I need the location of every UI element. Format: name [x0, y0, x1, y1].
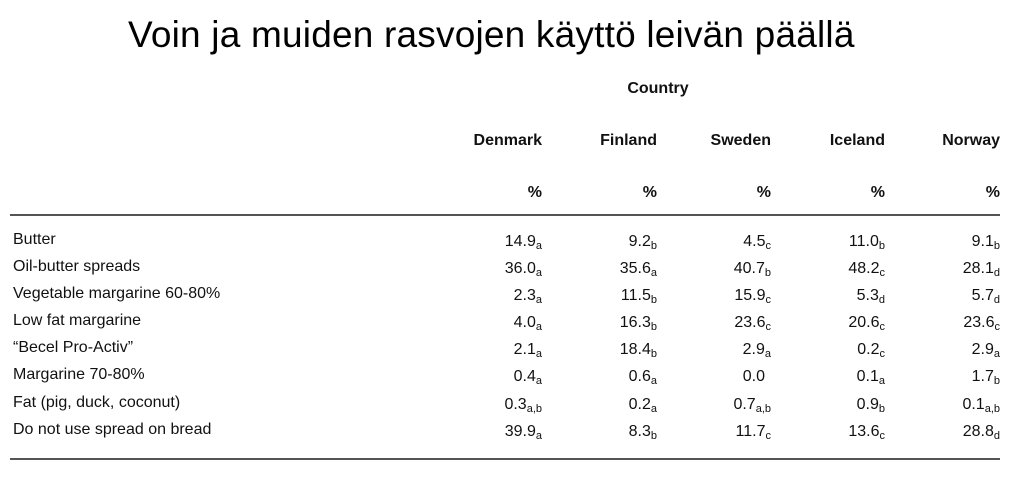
cell-value: 23.6	[963, 314, 995, 331]
table-cell	[629, 396, 657, 414]
table-cell	[848, 314, 885, 332]
cell-significance-letter: c	[879, 267, 885, 279]
table-cell	[963, 260, 1000, 278]
column-header-sweden: Sweden	[710, 132, 771, 149]
table-cell	[857, 287, 885, 305]
cell-value: 11.7	[735, 423, 766, 440]
table-cell	[514, 287, 542, 305]
cell-significance-letter: c	[879, 430, 885, 442]
cell-significance-letter: b	[650, 321, 657, 333]
cell-value: 0.3	[504, 396, 527, 413]
cell-value: 35.6	[619, 260, 651, 277]
cell-significance-letter: b	[878, 240, 885, 252]
cell-significance-letter: b	[650, 348, 657, 360]
cell-significance-letter: a	[535, 267, 542, 279]
cell-value: 0.7	[733, 396, 756, 413]
cell-value: 2.1	[513, 341, 536, 358]
table-cell	[743, 233, 771, 251]
cell-significance-letter: c	[765, 321, 771, 333]
country-group-header: Country	[627, 80, 689, 97]
cell-value: 0.2	[628, 396, 651, 413]
table-cell	[504, 396, 542, 414]
table-cell	[629, 233, 657, 251]
cell-significance-letter: c	[765, 430, 771, 442]
cell-value: 36.0	[504, 260, 536, 277]
cell-value: 0.1	[962, 396, 985, 413]
column-header-iceland: Iceland	[829, 132, 885, 149]
cell-value: 9.2	[628, 233, 651, 250]
row-label: “Becel Pro-Activ”	[13, 339, 134, 356]
cell-value: 8.3	[628, 423, 651, 440]
cell-value: 0.4	[513, 368, 536, 385]
table-cell	[514, 314, 542, 332]
footer-rule	[10, 458, 1000, 460]
cell-value: 5.3	[856, 287, 879, 304]
table-cell	[962, 396, 1000, 414]
cell-value: 9.1	[971, 233, 994, 250]
cell-value: 0.9	[856, 396, 879, 413]
cell-significance-letter: d	[993, 267, 1000, 279]
cell-significance-letter: a	[650, 267, 657, 279]
table-cell	[505, 260, 542, 278]
cell-significance-letter: a	[535, 321, 542, 333]
row-label: Margarine 70-80%	[13, 366, 145, 383]
cell-value: 13.6	[848, 423, 880, 440]
cell-value: 15.9	[734, 287, 766, 304]
table-cell	[857, 341, 885, 359]
cell-value: 0.6	[628, 368, 651, 385]
cell-value: 4.5	[743, 233, 766, 250]
cell-value: 1.7	[971, 368, 994, 385]
cell-value: 23.6	[734, 314, 766, 331]
cell-value: 16.3	[619, 314, 651, 331]
row-label: Fat (pig, duck, coconut)	[13, 394, 181, 411]
cell-significance-letter: a	[535, 240, 542, 252]
unit-label: %	[756, 184, 771, 201]
cell-value: 0.0	[742, 368, 765, 385]
cell-significance-letter: a	[764, 348, 771, 360]
unit-label: %	[642, 184, 657, 201]
cell-value: 5.7	[971, 287, 994, 304]
cell-value: 28.8	[962, 423, 994, 440]
table-cell	[857, 368, 885, 386]
cell-significance-letter: a	[535, 375, 542, 387]
unit-label: %	[870, 184, 885, 201]
cell-value: 11.5	[620, 287, 651, 304]
cell-value: 2.3	[513, 287, 536, 304]
table-cell	[514, 341, 542, 359]
cell-value: 48.2	[848, 260, 880, 277]
column-header-finland: Finland	[600, 132, 657, 149]
table-cell	[972, 341, 1000, 359]
table-cell	[972, 233, 1000, 251]
cell-value: 28.1	[962, 260, 994, 277]
cell-value: 4.0	[513, 314, 536, 331]
table-cell	[963, 423, 1000, 441]
row-label: Vegetable margarine 60-80%	[13, 285, 221, 302]
cell-significance-letter: b	[764, 267, 771, 279]
cell-significance-letter: b	[650, 240, 657, 252]
table-cell	[620, 341, 657, 359]
cell-value: 39.9	[504, 423, 536, 440]
table-cell	[505, 233, 542, 251]
table-cell	[963, 314, 1000, 332]
table-cell	[733, 396, 771, 414]
table-cell	[972, 287, 1000, 305]
table-cell	[734, 314, 771, 332]
cell-value: 2.9	[742, 341, 765, 358]
cell-significance-letter: c	[879, 348, 885, 360]
table-cell	[505, 423, 542, 441]
table-cell	[620, 314, 657, 332]
unit-label: %	[985, 184, 1000, 201]
cell-significance-letter: a	[993, 348, 1000, 360]
slide-title: Voin ja muiden rasvojen käyttö leivän päällä	[128, 14, 855, 55]
cell-significance-letter: a	[650, 403, 657, 415]
table-cell	[734, 287, 771, 305]
cell-value: 18.4	[619, 341, 651, 358]
cell-significance-letter: d	[878, 294, 885, 306]
cell-value: 0.1	[856, 368, 879, 385]
column-header-norway: Norway	[942, 132, 1000, 149]
cell-significance-letter: b	[993, 240, 1000, 252]
table-cell	[621, 287, 657, 305]
table-cell	[629, 368, 657, 386]
table-cell	[734, 260, 771, 278]
cell-significance-letter: a	[535, 430, 542, 442]
row-label: Do not use spread on bread	[13, 421, 212, 438]
cell-significance-letter: b	[993, 375, 1000, 387]
cell-value: 2.9	[971, 341, 994, 358]
row-label: Low fat margarine	[13, 312, 142, 329]
table-cell	[848, 260, 885, 278]
table-cell	[743, 341, 771, 359]
cell-value: 40.7	[733, 260, 765, 277]
column-header-denmark: Denmark	[473, 132, 542, 149]
cell-significance-letter: d	[993, 430, 1000, 442]
cell-significance-letter: b	[650, 430, 657, 442]
row-label: Butter	[13, 231, 56, 248]
cell-significance-letter: c	[765, 294, 771, 306]
cell-significance-letter: a	[650, 375, 657, 387]
cell-significance-letter: a,b	[984, 403, 1000, 415]
table-cell	[849, 233, 885, 251]
cell-significance-letter: b	[650, 294, 657, 306]
row-label: Oil-butter spreads	[13, 258, 141, 275]
table-cell	[972, 368, 1000, 386]
unit-label: %	[527, 184, 542, 201]
cell-significance-letter: c	[765, 240, 771, 252]
cell-value: 14.9	[504, 233, 536, 250]
cell-significance-letter: a,b	[755, 403, 771, 415]
table-cell	[857, 396, 885, 414]
cell-significance-letter: a	[878, 375, 885, 387]
header-rule	[10, 214, 1000, 216]
cell-value: 11.0	[848, 233, 879, 250]
table-cell	[629, 423, 657, 441]
cell-significance-letter: d	[993, 294, 1000, 306]
cell-significance-letter: a	[535, 294, 542, 306]
cell-significance-letter: a	[535, 348, 542, 360]
cell-significance-letter: b	[878, 403, 885, 415]
cell-significance-letter: a,b	[526, 403, 542, 415]
table-cell	[620, 260, 657, 278]
table-cell	[848, 423, 885, 441]
table-cell	[736, 423, 771, 441]
table-cell	[743, 368, 771, 386]
cell-significance-letter: c	[879, 321, 885, 333]
cell-value: 0.2	[857, 341, 880, 358]
cell-value: 20.6	[848, 314, 880, 331]
table-cell	[514, 368, 542, 386]
cell-significance-letter: c	[994, 321, 1000, 333]
